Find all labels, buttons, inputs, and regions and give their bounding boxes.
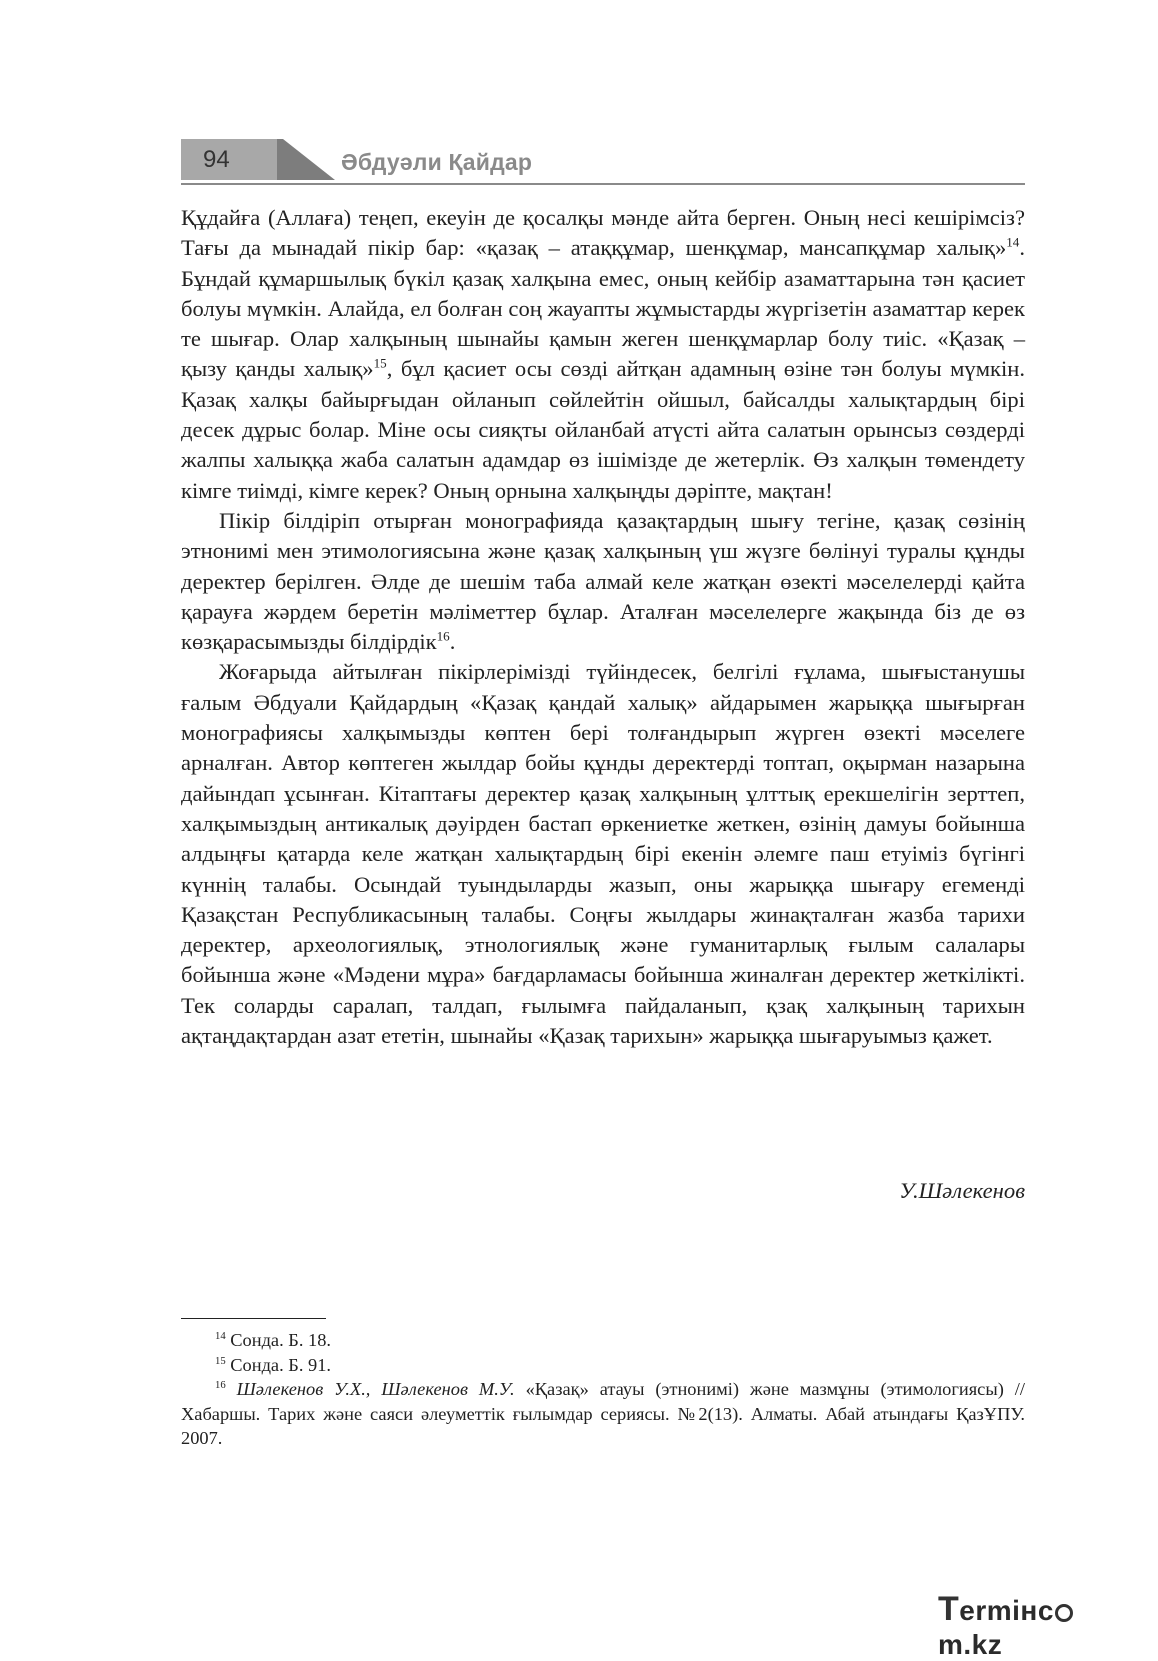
footnote-ref: 16	[436, 628, 450, 644]
footnote-text: «Қазақ» атауы (этнонимі) және мазмұны (этимологиясы) // Хабаршы. Тарих және саяси әлеуметтік ғылымдар сериясы. №2(13). Алматы. Абай атындағы ҚазҰПУ. 2007.	[181, 1379, 1025, 1448]
footnote-number: 14	[215, 1330, 226, 1343]
watermark-mid: ermінc	[959, 1595, 1054, 1626]
page-number: 94	[181, 139, 277, 180]
footnote	[181, 1353, 1025, 1378]
footnote-author: Шәлекенов У.Х., Шәлекенов М.У.	[236, 1379, 515, 1399]
paragraph-text: .	[449, 629, 456, 655]
footnote-text: Сонда. Б. 91.	[230, 1354, 332, 1375]
header-tab-wedge	[277, 139, 337, 180]
footnote	[181, 1328, 1025, 1353]
footnote-ref: 14	[1006, 234, 1020, 250]
page-header	[181, 139, 1025, 187]
paragraph-text: Жоғарыда айтылған пікірлерімізді түйіндесек, белгілі ғұлама, шығыстанушы ғалым Әбдуали Қайдардың «Қазақ қандай халық» айдарымен жарыққа шығырған монографиясы халқымызды көптен бері толғандырып жүрген өзекті мәселеге арналған. Автор көптеген жылдар бойы құнды деректерді топтап, оқырман назарына дайындап ұсынған. Кітаптағы деректер қазақ халқының ұлттық ерекшелігін зерттеп, халқымыздың антикалық дәуірден бастап өркениетке жеткен, өзінің дамуы бойынша алдыңғы қатарда келе жатқан халықтардың бірі екенін әлемге паш етуіміз бүгінгі күннің талабы. Осындай туындыларды жазып, оны жарыққа шығару егеменді Қазақстан Республикасының талабы. Соңғы жылдары жинақталған жазба тарихи деректер, археологиялық, этнологиялық және гуманитарлық ғылым салалары бойынша және «Мәдени мұра» бағдарламасы бойынша жиналған деректер жеткілікті. Тек соларды саралап, талдап, ғылымға пайдаланып, қзақ халқының тарихын ақтаңдақтардан азат ететін, шынайы «Қазақ тарихын» жарыққа шығаруымыз қажет.	[181, 659, 1025, 1049]
watermark-end: m.kz	[938, 1629, 1003, 1660]
watermark-letter-t: T	[938, 1590, 960, 1628]
paragraph	[181, 506, 1025, 657]
footnote-ref: 15	[373, 355, 387, 371]
footnote-text: Сонда. Б. 18.	[230, 1330, 332, 1350]
footnotes	[181, 1328, 1025, 1451]
paragraph-text: Құдайға (Аллаға) теңеп, екеуін де қосалқы мәнде айта берген. Оның несі кешірімсіз? Тағы да мынадай пікір бар: «қазақ – атаққұмар, шенқұмар, мансапқұмар халық»	[181, 205, 1025, 261]
watermark-o-circle	[1055, 1604, 1073, 1622]
paragraph	[181, 203, 1025, 506]
footnote-separator	[181, 1318, 326, 1319]
footnote	[181, 1377, 1025, 1451]
paragraph-text: , бұл қасиет осы сөзді айтқан адамның өзіне тән болуы мүмкін. Қазақ халқы байырғыдан ойланып сөйлейтін ойшыл, байсалды халықтардың бірі десек дұрыс болар. Міне осы сияқты ойланбай атүсті айта салатын орынсыз сөздерді жалпы халыққа жаба салатын адамдар өз ішімізде де жетерлік. Өз халқын төмендету кімге тиімді, кімге керек? Оның орнына халқыңды дәріпте, мақтан!	[181, 356, 1025, 503]
footnote-number: 15	[215, 1354, 226, 1367]
site-watermark	[938, 1590, 1138, 1660]
header-rule	[181, 183, 1025, 185]
paragraph	[181, 657, 1025, 1051]
signature: У.Шәлекенов	[899, 1178, 1025, 1203]
running-head-author: Әбдуәли Қайдар	[341, 149, 533, 175]
footnote-number: 16	[215, 1379, 226, 1392]
paragraph-text: Пікір білдіріп отырған монографияда қазақтардың шығу тегіне, қазақ сөзінің этнонимі мен этимологиясына және қазақ халқының үш жүзге бөлінуі туралы құнды деректер берілген. Әлде де шешім таба алмай келе жатқан өзекті мәселелерді қайта қарауға жәрдем беретін мәліметтер бұлар. Аталған мәселелерге жақында біз де өз көзқарасымызды білдірдік	[181, 507, 1025, 655]
paragraph-text: . Бұндай құмаршылық бүкіл қазақ халқына емес, оның кейбір азаматтарына тән қасиет болуы мүмкін. Алайда, ел болған соң жауапты жұмыстарды жүргізетін азаматтар керек те шығар. Олар халқының шынайы қамын жеген шенқұмарлар болу тиіс. «Қазақ – қызу қанды халық»	[181, 235, 1025, 382]
body-text	[181, 203, 1025, 1051]
